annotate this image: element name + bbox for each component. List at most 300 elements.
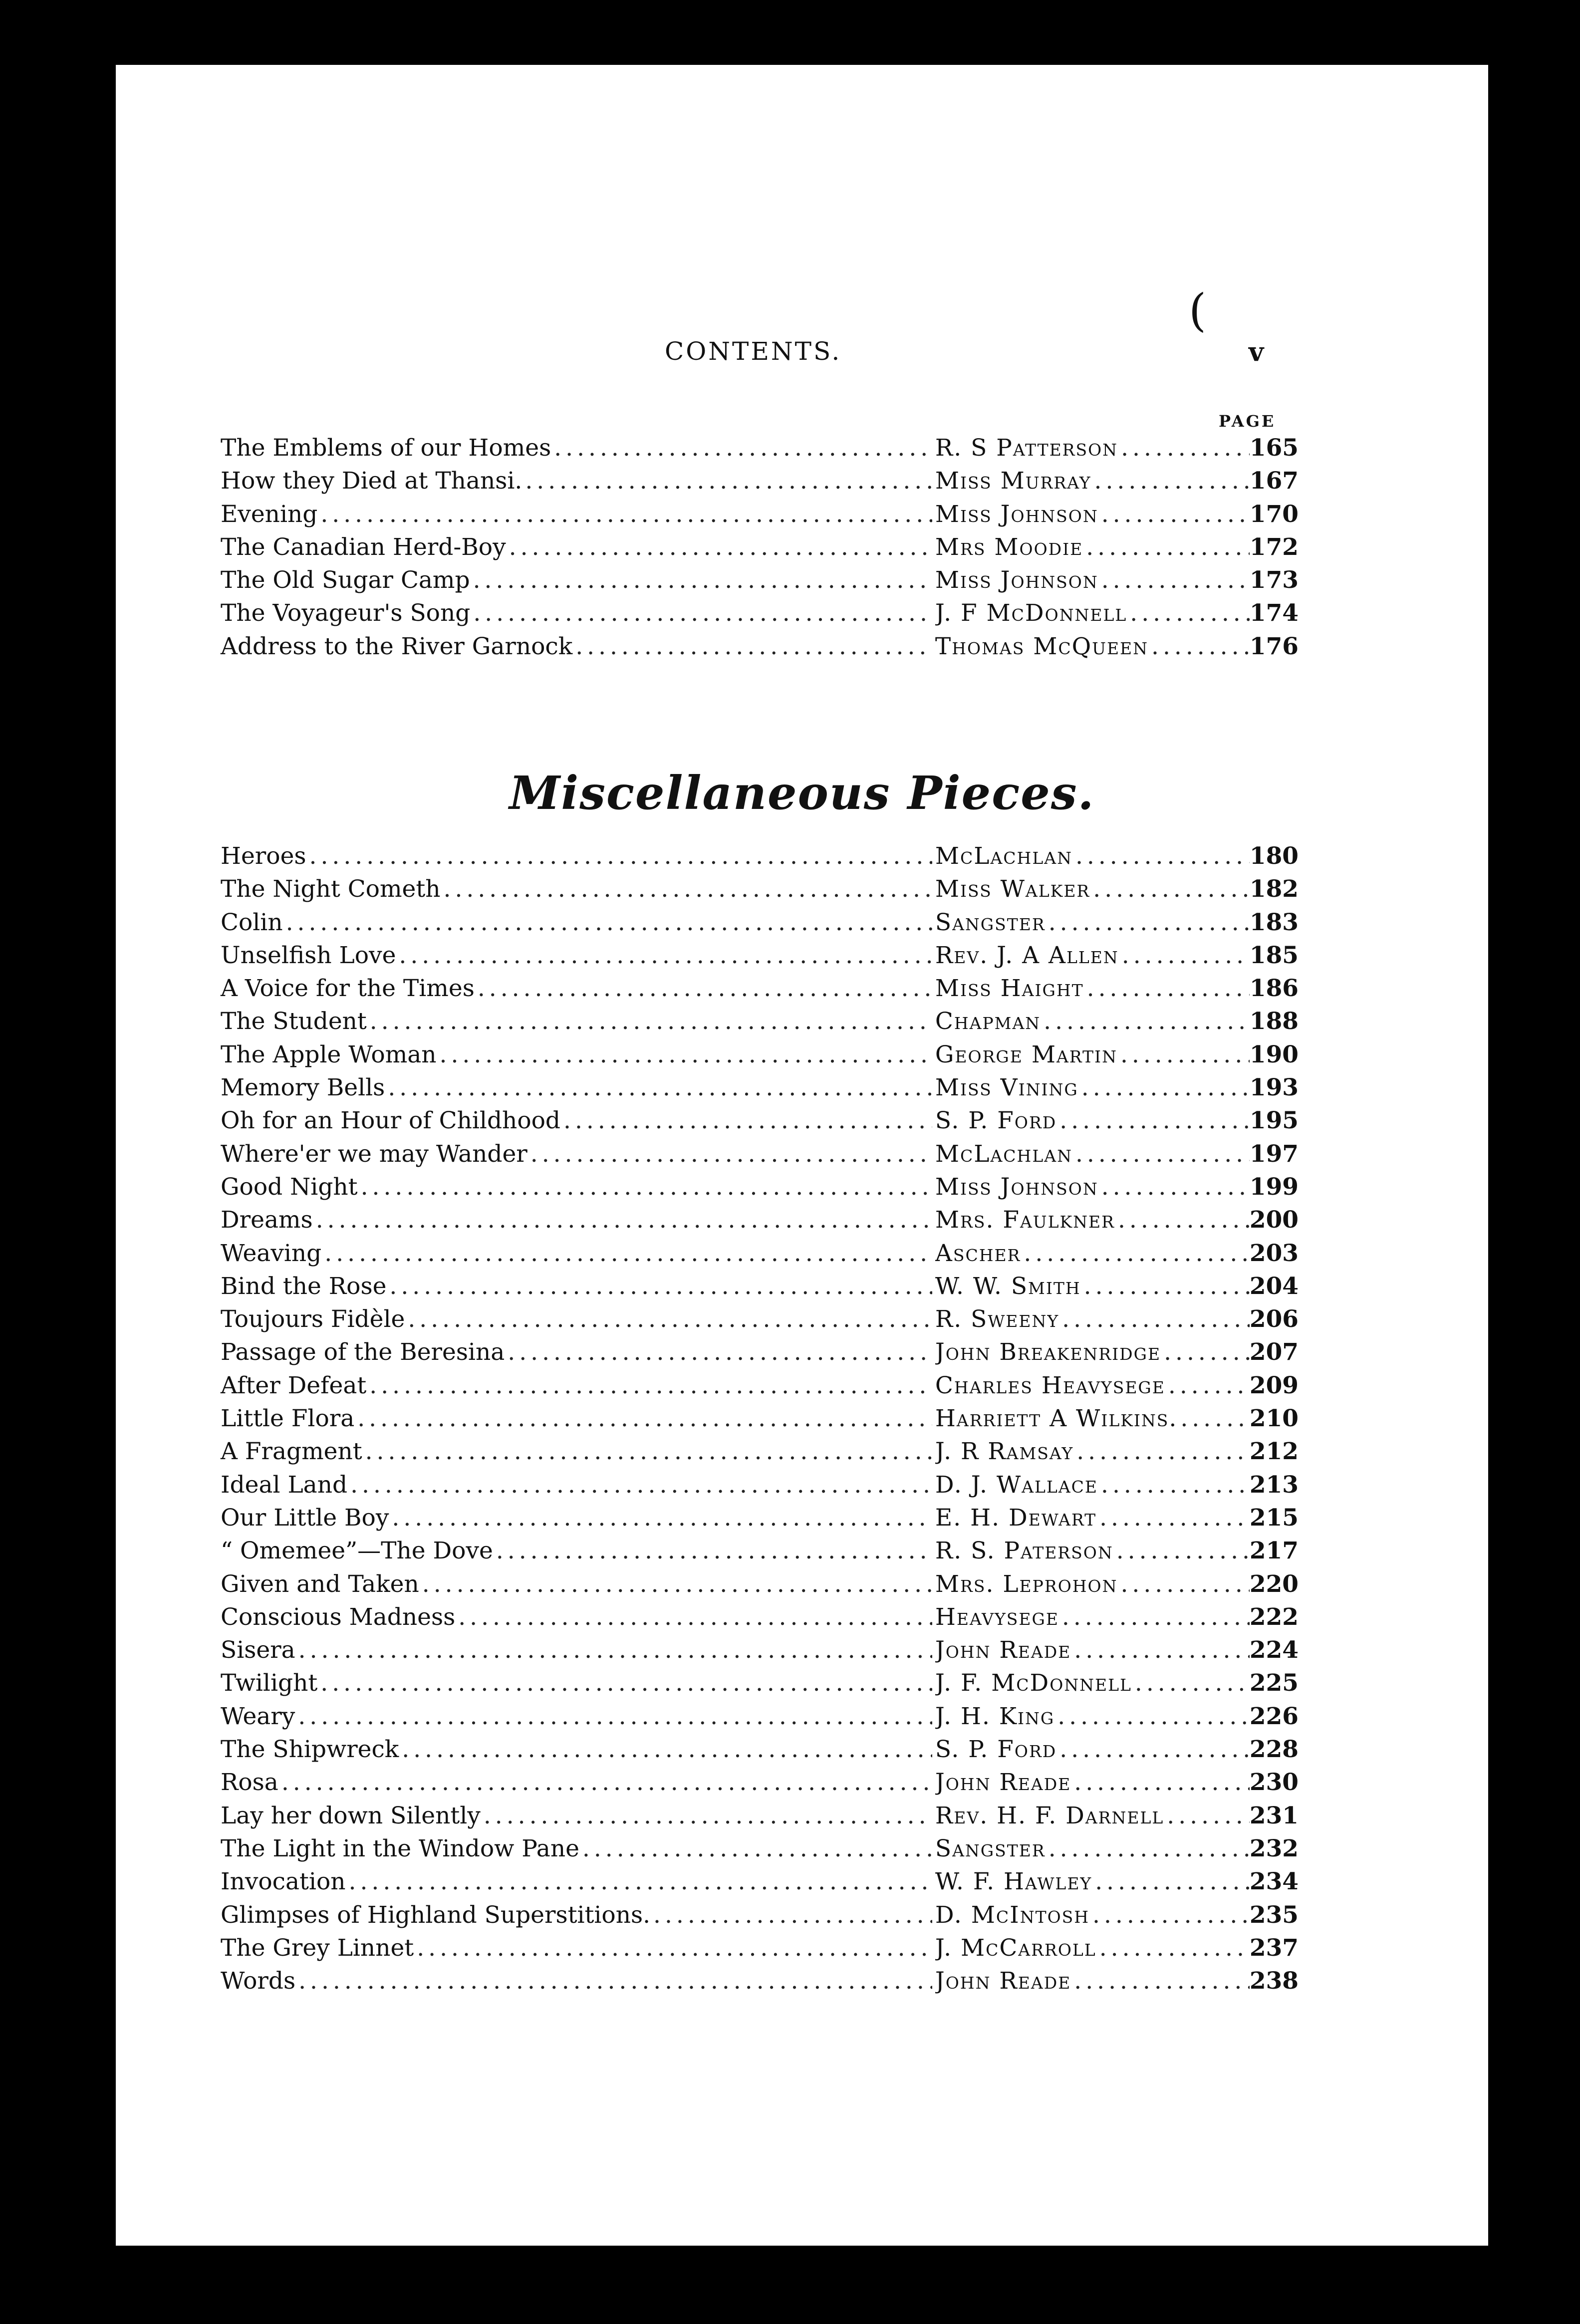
entry-page: 228: [1249, 1736, 1299, 1764]
entry-author-name: Rev. J. A Allen: [935, 941, 1119, 969]
dot-leader: [1062, 1601, 1250, 1634]
entry-page: 200: [1249, 1206, 1299, 1234]
entry-title: Little Flora: [221, 1405, 355, 1433]
dot-leader: [440, 1038, 932, 1071]
entry-title: The Student: [221, 1008, 367, 1035]
contents-entry: [221, 1965, 1299, 1998]
dot-leader: [508, 1336, 932, 1369]
entry-author-name: S. P. Ford: [935, 1736, 1057, 1764]
entry-title: After Defeat: [221, 1371, 367, 1399]
entry-author: [935, 906, 1250, 939]
entry-title: Rosa: [221, 1769, 278, 1797]
entry-page: 180: [1249, 842, 1299, 870]
dot-leader: [370, 1005, 932, 1038]
entry-author: [935, 1502, 1250, 1535]
entry-page: 230: [1249, 1769, 1299, 1797]
dot-leader: [298, 1700, 932, 1733]
contents-entry: [221, 1303, 1299, 1336]
entry-author-name: S. P. Ford: [935, 1107, 1057, 1135]
entry-author: [935, 1700, 1250, 1733]
entry-author-name: Thomas McQueen: [935, 632, 1149, 660]
entry-author: [935, 840, 1250, 873]
entry-page: 203: [1249, 1239, 1299, 1267]
contents-entry: [221, 1700, 1299, 1733]
entry-page: 186: [1249, 975, 1299, 1003]
contents-entry: [221, 1469, 1299, 1502]
contents-entry: [221, 1832, 1299, 1865]
entry-author-name: Mrs. Faulkner: [935, 1206, 1115, 1234]
dot-leader: [281, 1766, 932, 1799]
page-number: v: [1249, 337, 1264, 367]
contents-entry: [221, 1667, 1299, 1700]
entry-author: [935, 1865, 1250, 1898]
entry-author-name: R. S Patterson: [935, 434, 1118, 462]
contents-entry: [221, 498, 1299, 531]
entry-page: 173: [1249, 566, 1299, 594]
section-heading: Miscellaneous Pieces.: [509, 766, 1095, 820]
dot-leader: [1121, 432, 1250, 465]
contents-entry: [221, 1237, 1299, 1270]
entry-title: The Grey Linnet: [221, 1934, 414, 1962]
dot-leader: [350, 1469, 932, 1502]
entry-page: 213: [1249, 1471, 1299, 1499]
entry-author-name: W. F. Hawley: [935, 1868, 1092, 1896]
entry-title: A Fragment: [221, 1438, 362, 1466]
contents-entry: [221, 1733, 1299, 1766]
entry-author: [935, 432, 1250, 465]
running-title: CONTENTS.: [665, 337, 842, 366]
entry-author: [935, 564, 1250, 597]
contents-entry: [221, 906, 1299, 939]
dot-leader: [1044, 1005, 1250, 1038]
entry-author: [935, 630, 1250, 663]
dot-leader: [1049, 906, 1250, 939]
dot-leader: [1118, 1204, 1250, 1237]
entry-page: 215: [1249, 1504, 1299, 1532]
contents-entry: [221, 1369, 1299, 1402]
entry-author: [935, 1634, 1250, 1667]
entry-author: [935, 1800, 1250, 1832]
entry-author: [935, 1038, 1250, 1071]
entry-author: [935, 1766, 1250, 1799]
contents-entry: [221, 630, 1299, 663]
entry-author-name: J. F. McDonnell: [935, 1669, 1132, 1697]
entry-title: Passage of the Beresina: [221, 1338, 505, 1366]
dot-leader: [399, 939, 932, 972]
dot-leader: [1081, 1071, 1250, 1104]
entry-author-name: Miss Murray: [935, 467, 1091, 495]
entry-title: Weary: [221, 1702, 295, 1730]
dot-leader: [1094, 465, 1250, 498]
dot-leader: [1062, 1303, 1250, 1336]
entry-page: 206: [1249, 1305, 1299, 1333]
entry-author-name: Rev. H. F. Darnell: [935, 1802, 1164, 1829]
contents-entry: [221, 1535, 1299, 1567]
contents-entry: [221, 873, 1299, 906]
entry-page: 212: [1249, 1438, 1299, 1466]
entry-page: 225: [1249, 1669, 1299, 1697]
entry-page: 234: [1249, 1868, 1299, 1896]
dot-leader: [1101, 564, 1250, 597]
entry-author: [935, 1932, 1250, 1965]
entry-author: [935, 1535, 1250, 1567]
entry-page: 188: [1249, 1008, 1299, 1035]
entry-page: 207: [1249, 1338, 1299, 1366]
dot-leader: [357, 1402, 932, 1435]
entry-author-name: Chapman: [935, 1008, 1041, 1035]
contents-entry: [221, 1865, 1299, 1898]
entry-author: [935, 1832, 1250, 1865]
entry-title: Oh for an Hour of Childhood: [221, 1107, 560, 1135]
dot-leader: [320, 498, 932, 531]
entry-page: 209: [1249, 1371, 1299, 1399]
dot-leader: [1093, 873, 1250, 906]
dot-leader: [473, 564, 932, 597]
dot-leader: [1084, 1270, 1250, 1303]
contents-entry: [221, 465, 1299, 498]
entry-author: [935, 1303, 1250, 1336]
entry-title: Lay her down Silently: [221, 1802, 481, 1829]
entry-page: 224: [1249, 1636, 1299, 1664]
contents-entry: [221, 1071, 1299, 1104]
entry-author-name: Mrs. Leprohon: [935, 1570, 1118, 1598]
entry-title: Twilight: [221, 1669, 318, 1697]
entry-author: [935, 1171, 1250, 1204]
dot-leader: [422, 1568, 932, 1601]
entry-author-name: D. McIntosh: [935, 1901, 1090, 1929]
entry-author-name: Miss Walker: [935, 875, 1090, 903]
entry-page: 238: [1249, 1967, 1299, 1995]
entry-page: 183: [1249, 908, 1299, 936]
dot-leader: [389, 1270, 932, 1303]
contents-list-miscellaneous: [221, 840, 1299, 1998]
entry-author: [935, 1469, 1250, 1502]
entry-title: Our Little Boy: [221, 1504, 389, 1532]
contents-entry: [221, 1005, 1299, 1038]
dot-leader: [286, 906, 932, 939]
entry-author: [935, 972, 1250, 1005]
contents-entry: [221, 1601, 1299, 1634]
contents-entry: [221, 939, 1299, 972]
entry-author-name: Miss Johnson: [935, 566, 1098, 594]
contents-entry: [221, 1038, 1299, 1071]
dot-leader: [1164, 1336, 1250, 1369]
entry-author-name: Miss Johnson: [935, 500, 1098, 528]
contents-entry: [221, 1932, 1299, 1965]
dot-leader: [478, 972, 932, 1005]
contents-entry: [221, 840, 1299, 873]
contents-entry: [221, 1766, 1299, 1799]
entry-title: The Night Cometh: [221, 875, 441, 903]
entry-title: Weaving: [221, 1239, 322, 1267]
dot-leader: [1074, 1965, 1250, 1998]
entry-title: Memory Bells: [221, 1074, 385, 1102]
dot-leader: [298, 1634, 932, 1667]
book-page: [116, 65, 1488, 2246]
pencil-mark-icon: (: [1189, 284, 1207, 337]
contents-entry: [221, 972, 1299, 1005]
dot-leader: [444, 873, 932, 906]
entry-author-name: John Reade: [935, 1636, 1071, 1664]
entry-author: [935, 1667, 1250, 1700]
contents-entry: [221, 1270, 1299, 1303]
contents-entry: [221, 1899, 1299, 1932]
entry-title: The Light in the Window Pane: [221, 1834, 579, 1862]
dot-leader: [320, 1667, 932, 1700]
entry-page: 174: [1249, 599, 1299, 627]
dot-leader: [417, 1932, 932, 1965]
entry-title: Dreams: [221, 1206, 313, 1234]
entry-page: 182: [1249, 875, 1299, 903]
entry-page: 226: [1249, 1702, 1299, 1730]
dot-leader: [361, 1171, 932, 1204]
contents-entry: [221, 564, 1299, 597]
entry-title: “ Omemee”—The Dove: [221, 1537, 493, 1565]
dot-leader: [653, 1899, 932, 1932]
entry-author-name: W. W. Smith: [935, 1272, 1081, 1300]
dot-leader: [1049, 1832, 1250, 1865]
dot-leader: [473, 597, 932, 630]
entry-title: Sisera: [221, 1636, 295, 1664]
entry-author-name: R. S. Paterson: [935, 1537, 1113, 1565]
dot-leader: [1101, 498, 1250, 531]
entry-title: The Shipwreck: [221, 1736, 399, 1764]
entry-page: 172: [1249, 533, 1299, 561]
entry-title: The Canadian Herd-Boy: [221, 533, 506, 561]
dot-leader: [1180, 1402, 1250, 1435]
entry-author: [935, 939, 1250, 972]
entry-page: 237: [1249, 1934, 1299, 1962]
dot-leader: [1120, 1038, 1250, 1071]
entry-author-name: McLachlan: [935, 842, 1072, 870]
dot-leader: [1130, 597, 1250, 630]
dot-leader: [1059, 1733, 1250, 1766]
contents-entry: [221, 1435, 1299, 1468]
entry-author: [935, 1601, 1250, 1634]
entry-title: Heroes: [221, 842, 306, 870]
entry-page: 195: [1249, 1107, 1299, 1135]
dot-leader: [458, 1601, 932, 1634]
entry-title: Address to the River Garnock: [221, 632, 573, 660]
dot-leader: [365, 1435, 932, 1468]
entry-author-name: Sangster: [935, 1834, 1046, 1862]
entry-author: [935, 1369, 1250, 1402]
entry-title: The Emblems of our Homes: [221, 434, 551, 462]
entry-page: 185: [1249, 941, 1299, 969]
dot-leader: [1095, 1865, 1250, 1898]
entry-page: 167: [1249, 467, 1299, 495]
entry-author-name: Harriett A Wilkins.: [935, 1405, 1178, 1433]
entry-author-name: J. McCarroll: [935, 1934, 1096, 1962]
contents-entry: [221, 1634, 1299, 1667]
entry-title: The Apple Woman: [221, 1040, 437, 1068]
entry-author: [935, 531, 1250, 564]
dot-leader: [1151, 630, 1250, 663]
contents-entry: [221, 1402, 1299, 1435]
entry-author-name: Miss Johnson: [935, 1173, 1098, 1201]
entry-author: [935, 1568, 1250, 1601]
entry-author: [935, 1270, 1250, 1303]
entry-page: 199: [1249, 1173, 1299, 1201]
entry-page: 235: [1249, 1901, 1299, 1929]
entry-author-name: Miss Haight: [935, 975, 1084, 1003]
entry-author: [935, 1899, 1250, 1932]
entry-author: [935, 1138, 1250, 1171]
entry-page: 217: [1249, 1537, 1299, 1565]
dot-leader: [349, 1865, 932, 1898]
contents-entry: [221, 531, 1299, 564]
entry-author: [935, 1005, 1250, 1038]
entry-author-name: E. H. Dewart: [935, 1504, 1097, 1532]
dot-leader: [1092, 1899, 1250, 1932]
contents-entry: [221, 1336, 1299, 1369]
dot-leader: [1086, 531, 1250, 564]
entry-title: Invocation: [221, 1868, 346, 1896]
dot-leader: [1099, 1932, 1250, 1965]
entry-author: [935, 498, 1250, 531]
entry-page: 197: [1249, 1140, 1299, 1168]
dot-leader: [1075, 840, 1250, 873]
dot-leader: [1101, 1171, 1250, 1204]
entry-author-name: George Martin: [935, 1040, 1117, 1068]
dot-leader: [563, 1104, 932, 1137]
entry-title: Ideal Land: [221, 1471, 348, 1499]
entry-author-name: John Reade: [935, 1769, 1071, 1797]
entry-title: Evening: [221, 500, 318, 528]
dot-leader: [1099, 1502, 1250, 1535]
dot-leader: [1120, 1568, 1249, 1601]
dot-leader: [408, 1303, 932, 1336]
contents-entry: [221, 432, 1299, 465]
entry-author-name: J. F McDonnell: [935, 599, 1127, 627]
entry-author: [935, 1402, 1250, 1435]
entry-page: 204: [1249, 1272, 1299, 1300]
dot-leader: [509, 531, 932, 564]
entry-title: Good Night: [221, 1173, 358, 1201]
entry-title: The Voyageur's Song: [221, 599, 471, 627]
contents-entry: [221, 1104, 1299, 1137]
entry-author: [935, 1071, 1250, 1104]
dot-leader: [1074, 1766, 1250, 1799]
dot-leader: [324, 1237, 932, 1270]
dot-leader: [1087, 972, 1250, 1005]
dot-leader: [554, 432, 932, 465]
entry-page: 176: [1249, 632, 1299, 660]
dot-leader: [298, 1965, 932, 1998]
dot-leader: [530, 1138, 932, 1171]
entry-title: Conscious Madness: [221, 1603, 456, 1631]
dot-leader: [484, 1800, 932, 1832]
dot-leader: [1168, 1369, 1250, 1402]
entry-author: [935, 1104, 1250, 1137]
dot-leader: [369, 1369, 932, 1402]
dot-leader: [1135, 1667, 1250, 1700]
entry-author: [935, 873, 1250, 906]
entry-page: 220: [1249, 1570, 1299, 1598]
entry-author-name: Heavysege: [935, 1603, 1059, 1631]
entry-title: Toujours Fidèle: [221, 1305, 405, 1333]
entry-title: Bind the Rose: [221, 1272, 387, 1300]
entry-page: 232: [1249, 1834, 1299, 1862]
dot-leader: [496, 1535, 932, 1567]
dot-leader: [1057, 1700, 1250, 1733]
entry-author: [935, 1336, 1250, 1369]
contents-entry: [221, 1204, 1299, 1237]
dot-leader: [1075, 1138, 1250, 1171]
entry-author-name: Miss Vining: [935, 1074, 1078, 1102]
entry-title: A Voice for the Times: [221, 975, 475, 1003]
entry-author-name: D. J. Wallace: [935, 1471, 1098, 1499]
contents-entry: [221, 1171, 1299, 1204]
entry-page: 222: [1249, 1603, 1299, 1631]
entry-author-name: Sangster: [935, 908, 1046, 936]
entry-author-name: McLachlan: [935, 1140, 1072, 1168]
entry-author-name: J. H. King: [935, 1702, 1055, 1730]
entry-author-name: Ascher: [935, 1239, 1021, 1267]
dot-leader: [1116, 1535, 1250, 1567]
entry-title: Glimpses of Highland Superstitions.: [221, 1901, 651, 1929]
dot-leader: [1101, 1469, 1250, 1502]
entry-author: [935, 1733, 1250, 1766]
entry-author: [935, 1965, 1250, 1998]
dot-leader: [575, 630, 932, 663]
contents-list-poems: [221, 432, 1299, 663]
dot-leader: [1059, 1104, 1250, 1137]
entry-author: [935, 1237, 1250, 1270]
entry-page: 190: [1249, 1040, 1299, 1068]
dot-leader: [525, 465, 932, 498]
page-column-heading: PAGE: [1219, 412, 1276, 431]
running-head: [116, 337, 1488, 377]
dot-leader: [1074, 1634, 1250, 1667]
dot-leader: [388, 1071, 932, 1104]
entry-page: 231: [1249, 1802, 1299, 1829]
entry-page: 165: [1249, 434, 1299, 462]
entry-author-name: R. Sweeny: [935, 1305, 1059, 1333]
dot-leader: [316, 1204, 932, 1237]
entry-page: 193: [1249, 1074, 1299, 1102]
entry-title: The Old Sugar Camp: [221, 566, 470, 594]
entry-author: [935, 597, 1250, 630]
entry-page: 210: [1249, 1405, 1299, 1433]
dot-leader: [402, 1733, 932, 1766]
entry-title: Given and Taken: [221, 1570, 419, 1598]
dot-leader: [1167, 1800, 1250, 1832]
entry-title: How they Died at Thansi.: [221, 467, 523, 495]
dot-leader: [1076, 1435, 1250, 1468]
contents-entry: [221, 1800, 1299, 1832]
entry-author-name: J. R Ramsay: [935, 1438, 1074, 1466]
entry-title: Words: [221, 1967, 296, 1995]
entry-author-name: John Breakenridge: [935, 1338, 1161, 1366]
contents-entry: [221, 1502, 1299, 1535]
entry-title: Unselfish Love: [221, 941, 396, 969]
entry-title: Where'er we may Wander: [221, 1140, 527, 1168]
dot-leader: [582, 1832, 932, 1865]
entry-author-name: Mrs Moodie: [935, 533, 1083, 561]
dot-leader: [392, 1502, 932, 1535]
entry-author: [935, 1204, 1250, 1237]
entry-author: [935, 1435, 1250, 1468]
entry-page: 170: [1249, 500, 1299, 528]
entry-author-name: John Reade: [935, 1967, 1071, 1995]
contents-entry: [221, 597, 1299, 630]
dot-leader: [1024, 1237, 1249, 1270]
entry-title: Colin: [221, 908, 283, 936]
contents-entry: [221, 1568, 1299, 1601]
entry-author-name: Charles Heavysege: [935, 1371, 1165, 1399]
dot-leader: [309, 840, 932, 873]
